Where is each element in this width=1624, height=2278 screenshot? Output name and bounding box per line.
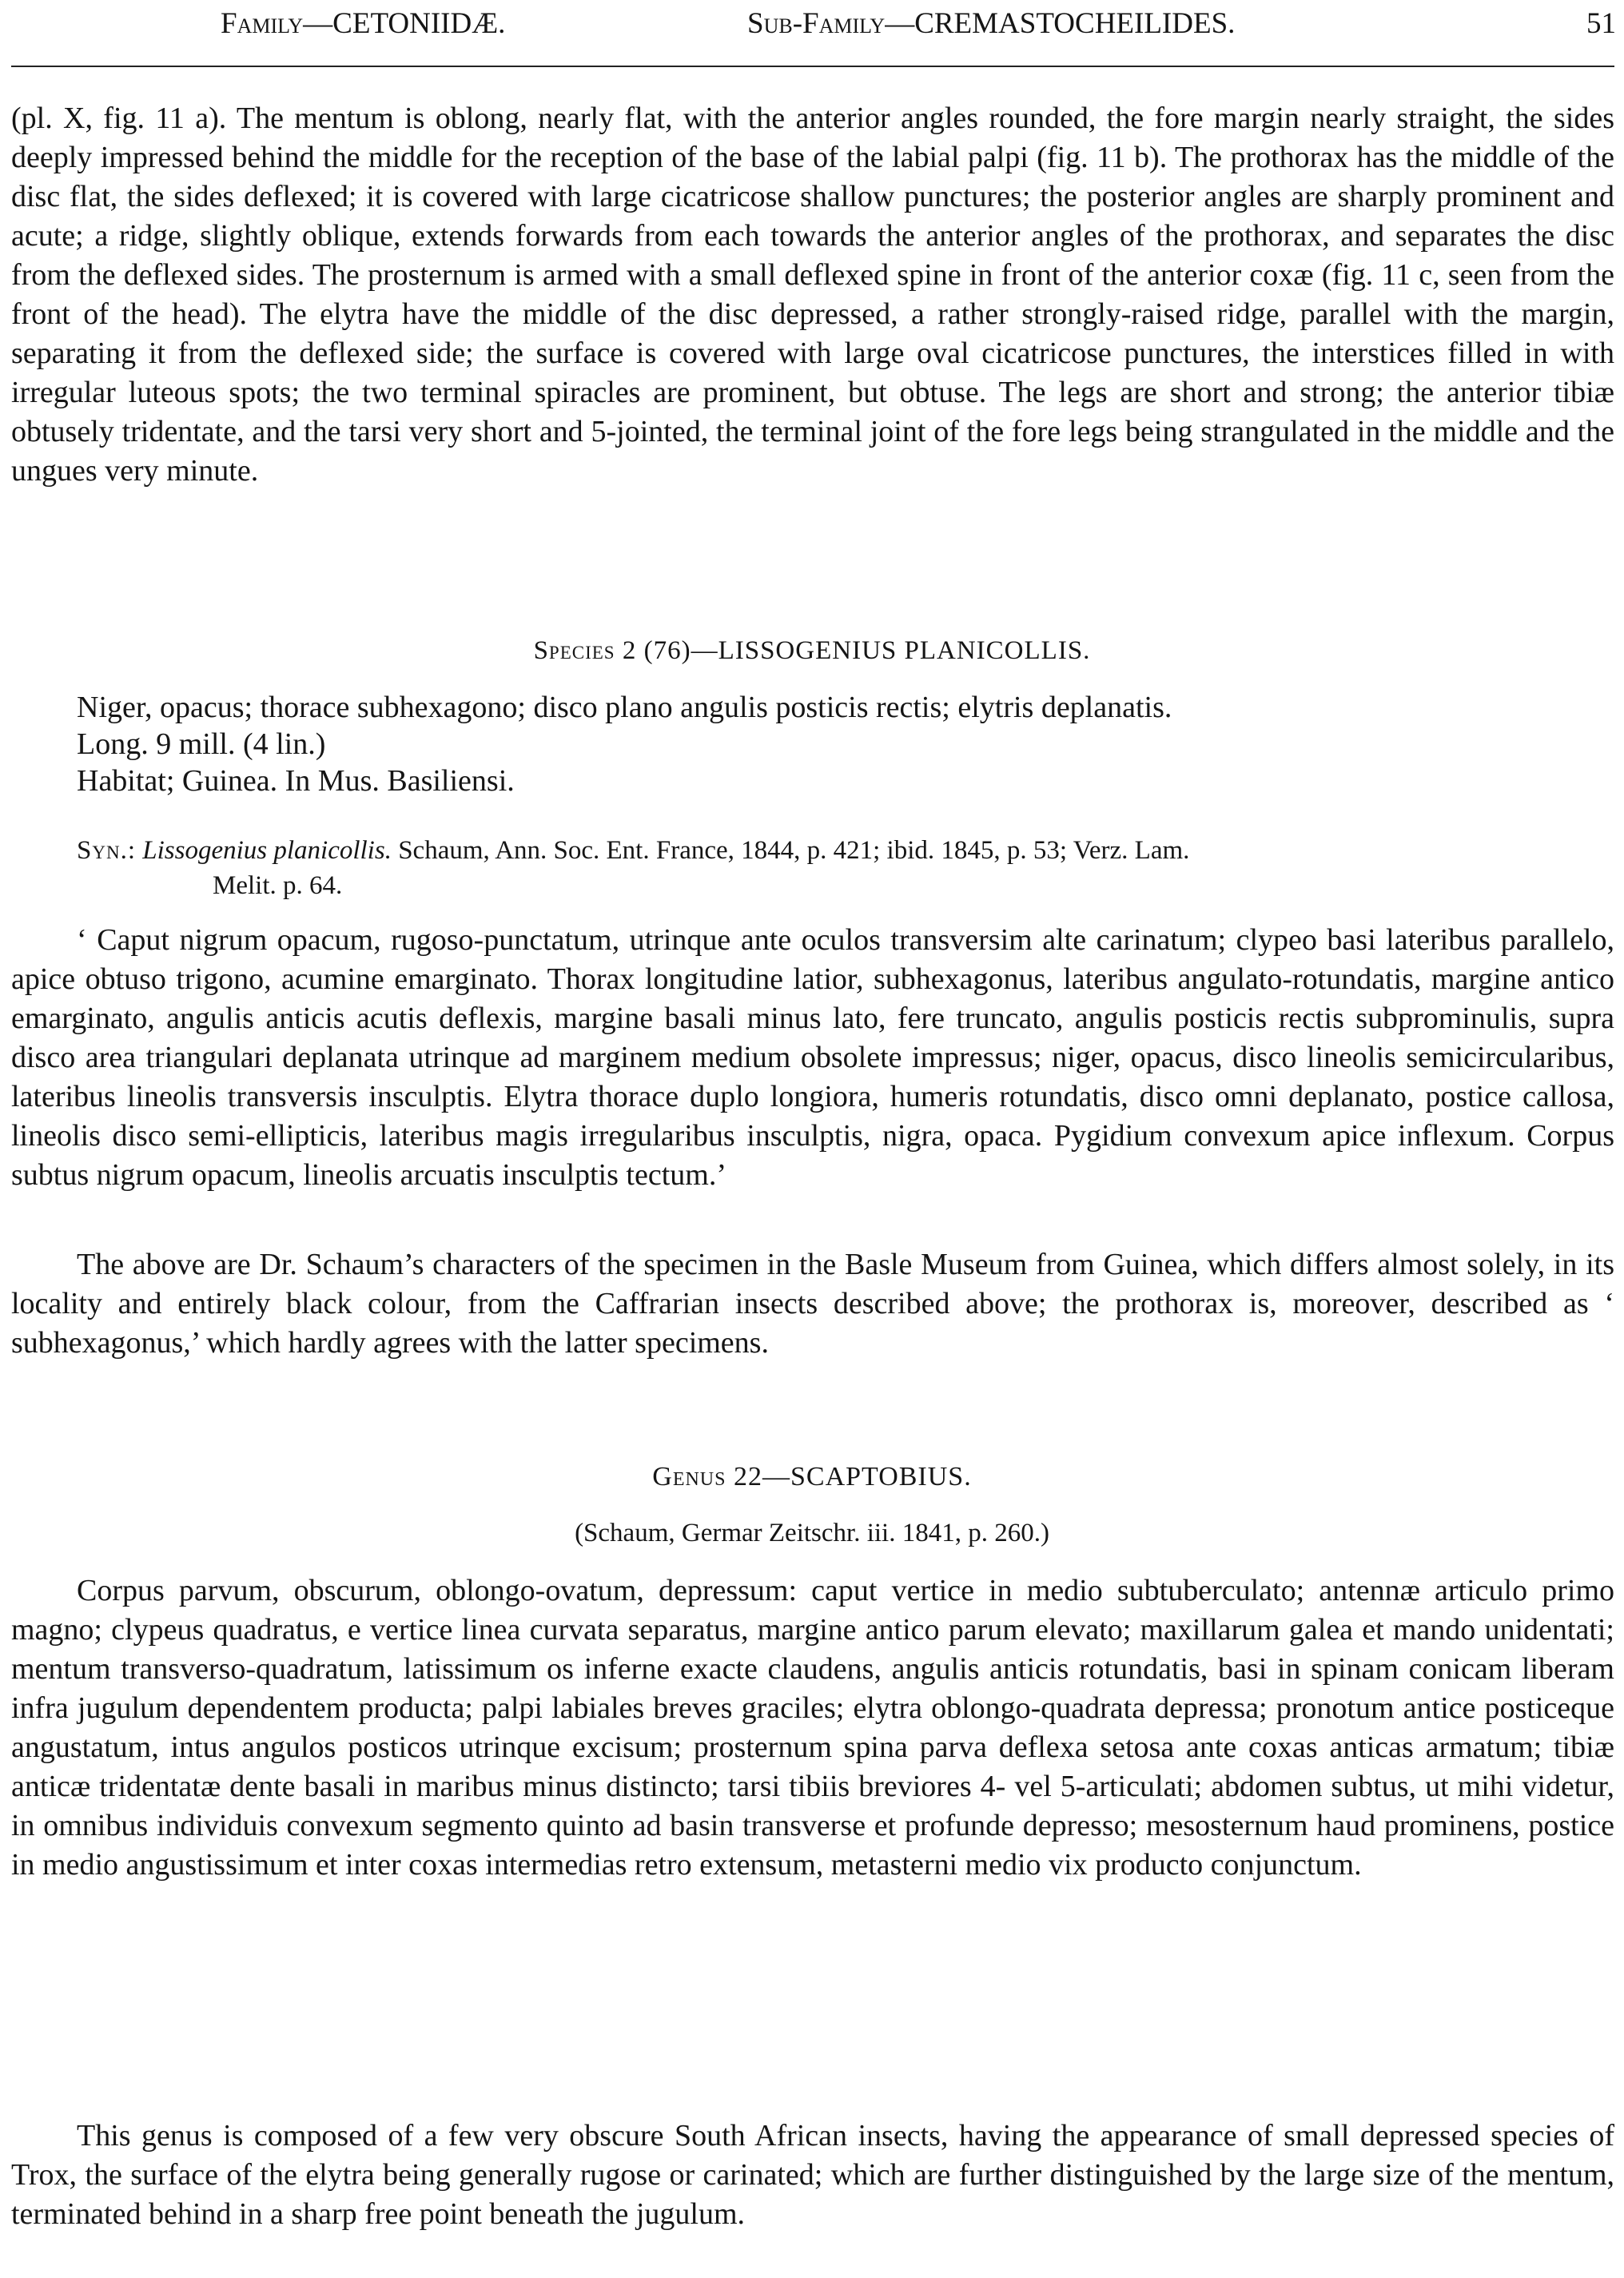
- genus-english-description: This genus is composed of a few very obscure South African insects, having the appearance of small depressed species of Trox, the surface of the elytra being generally rugose or carinated; which are further distinguished by the large size of the mentum, terminated behind in a sharp free point beneath the jugulum.: [11, 2119, 1614, 2231]
- synonymy-name: Lissogenius planicollis.: [142, 836, 392, 865]
- running-head-subfamily: Sub-Family—CREMASTOCHEILIDES.: [747, 7, 1236, 40]
- diagnosis-line: Niger, opacus; thorace subhexagono; disco plano angulis posticis rectis; elytris deplanatis.: [77, 691, 1172, 724]
- intro-paragraph: (pl. X, fig. 11 a). The mentum is oblong, nearly flat, with the anterior angles rounded, the fore margin nearly straight, the sides deeply impressed behind the middle for the reception of the base of the labial palpi (fig. 11 b). The prothorax has the middle of the disc flat, the sides deflexed; it is covered with large cicatricose shallow punctures; the posterior angles are sharply prominent and acute; a ridge, slightly oblique, extends forwards from each towards the anterior angles of the prothorax, and separates the disc from the deflexed sides. The prosternum is armed with a small deflexed spine in front of the anterior coxæ (fig. 11 c, seen from the front of the head). The elytra have the middle of the disc depressed, a rather strongly-raised ridge, parallel with the margin, separating it from the deflexed side; the surface is covered with large oval cicatricose punctures, the interstices filled in with irregular luteous spots; the two terminal spiracles are prominent, but obtuse. The legs are short and strong; the anterior tibiæ obtusely tridentate, and the tarsi very short and 5-jointed, the terminal joint of the fore legs being strangulated in the middle and the ungues very minute.: [11, 102, 1614, 488]
- genus-latin-description: Corpus parvum, obscurum, oblongo-ovatum, depressum: caput vertice in medio subtuberculato; antennæ articulo primo magno; clypeus quadratus, e vertice linea curvata separatus, margine antico parum elevato; maxillarum galea et mando unidentati; mentum transverso-quadratum, latissimum os inferne exacte claudens, angulis anticis rotundatis, basi in spinam conicam liberam infra jugulum dependentem producta; palpi labiales breves graciles; elytra oblongo-quadrata depressa; pronotum antice posticeque angustatum, intus angulos posticos utrinque excisum; prosternum spina parva deflexa setosa ante coxas anticas armatum; tibiæ anticæ tridentatæ dente basali in maribus minus distincto; tarsi tibiis breviores 4- vel 5-articulati; abdomen subtus, ut mihi videtur, in omnibus individuis convexum segmento quinto ad basin transverse et profunde depresso; mesosternum haud prominens, postice in medio angustissimum et inter coxas intermedias retro extensum, metasterni medio vix producto conjunctum.: [11, 1574, 1614, 1882]
- synonymy-reference: Schaum, Ann. Soc. Ent. France, 1844, p. 421; ibid. 1845, p. 53; Verz. Lam.: [398, 836, 1190, 865]
- species-heading: [0, 633, 1624, 668]
- header-rule: [11, 66, 1614, 67]
- running-head: [0, 0, 1624, 48]
- genus-heading-text: Genus 22—SCAPTOBIUS.: [652, 1462, 972, 1491]
- genus-heading: [0, 1460, 1624, 1495]
- genus-citation: (Schaum, Germar Zeitschr. iii. 1841, p. 260.): [575, 1519, 1049, 1547]
- synonymy: [77, 833, 1614, 903]
- species-description: ‘ Caput nigrum opacum, rugoso-punctatum, utrinque ante oculos transversim alte carinatum; clypeo basi lateribus parallelo, apice obtuso trigono, acumine emarginato. Thorax longitudine latior, subhexagonus, lateribus angulato-rotundatis, margine antico emarginato, angulis anticis acutis deflexis, margine basali minus lato, fere truncato, angulis posticis rectis subprominulis, supra disco area triangulari deplanata utrinque ad marginem medium obsolete impressus; niger, opacus, disco lineolis semicircularibus, lateribus lineolis transversis insculptis. Elytra thorace duplo longiora, humeris rotundatis, disco omni deplanato, postice callosa, lineolis disco semi-ellipticis, lateribus magis irregularibus insculptis, nigra, opaca. Pygidium convexum apice inflexum. Corpus subtus nigrum opacum, lineolis arcuatis insculptis tectum.’: [11, 923, 1614, 1192]
- page-number: 51: [1586, 7, 1616, 40]
- synonymy-reference-continued: Melit. p. 64.: [213, 871, 343, 900]
- running-head-family: Family—CETONIIDÆ.: [221, 7, 506, 40]
- synonymy-label: Syn.:: [77, 836, 136, 865]
- diagnosis-line: Long. 9 mill. (4 lin.): [77, 727, 326, 761]
- diagnosis-line: Habitat; Guinea. In Mus. Basiliensi.: [77, 764, 515, 798]
- species-diagnosis: [77, 689, 1595, 799]
- species-remark: The above are Dr. Schaum’s characters of the specimen in the Basle Museum from Guinea, which differs almost solely, in its locality and entirely black colour, from the Caffrarian insects described above; the prothorax is, moreover, described as ‘ subhexagonus,’ which hardly agrees with the latter specimens.: [11, 1248, 1614, 1360]
- species-heading-text: Species 2 (76)—LISSOGENIUS PLANICOLLIS.: [533, 636, 1091, 665]
